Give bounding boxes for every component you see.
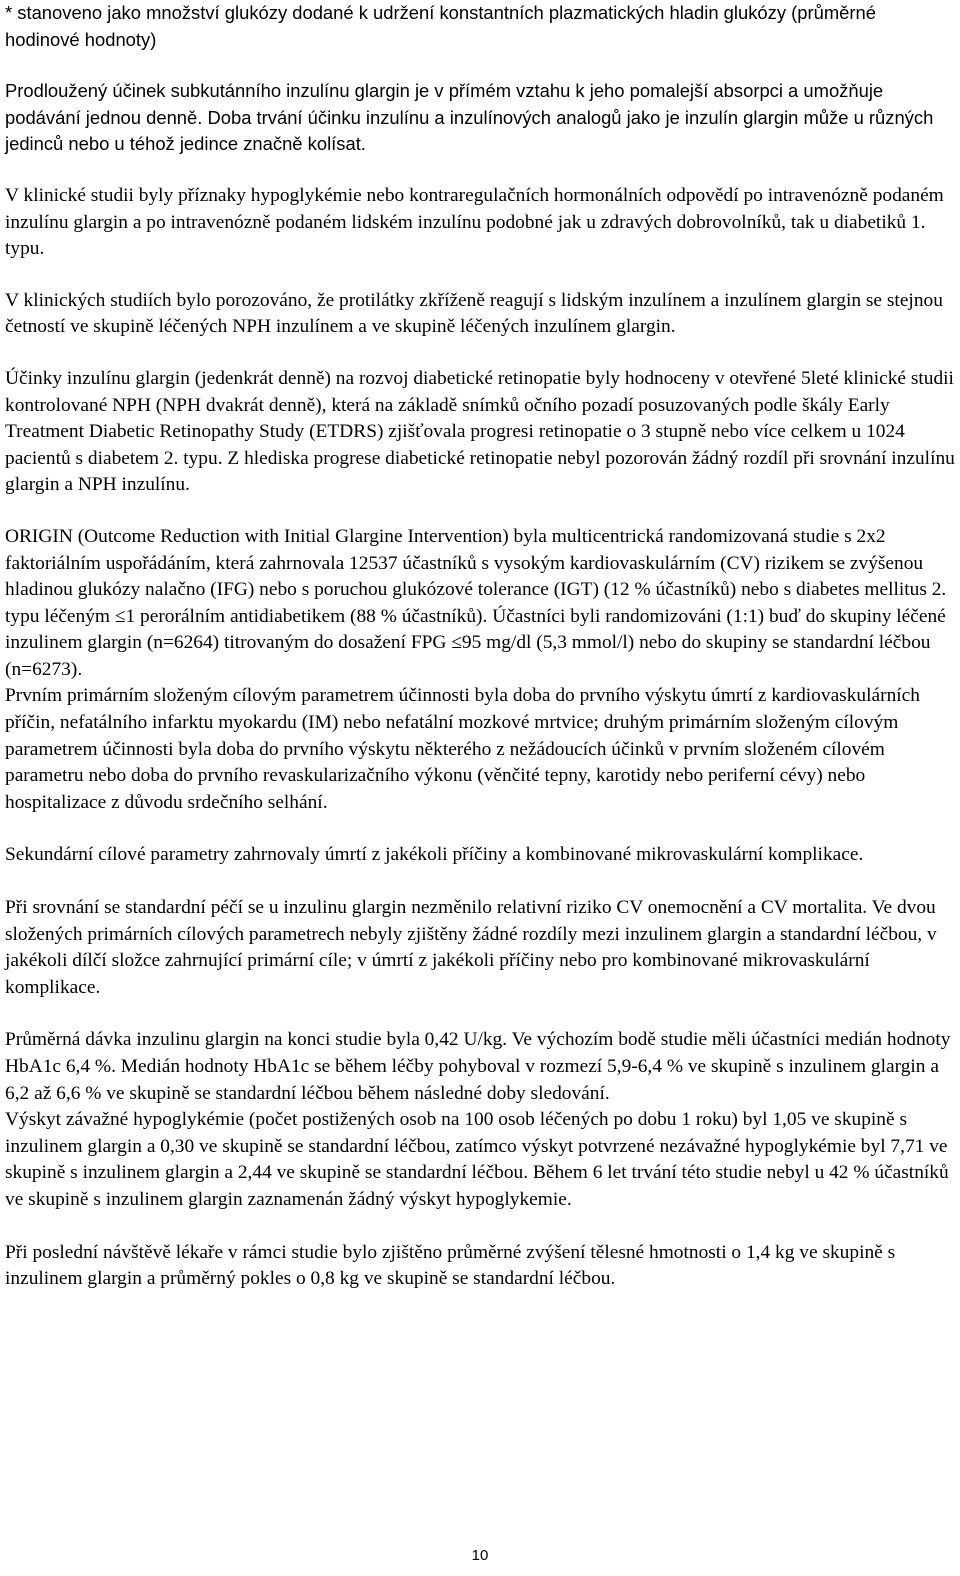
paragraph-origin-study: ORIGIN (Outcome Reduction with Initial Glargine Intervention) byla multicentrická randomizovaná studie s 2x2 faktoriálním uspořádáním, která zahrnovala 12537 účastníků s vysokým kardiovaskulárním (CV) rizikem se zvýšenou hladinou glukózy nalačno (IFG) nebo s poruchou glukózové tolerance (IGT) (12 % účastníků) nebo s diabetes mellitus 2. typu léčeným ≤1 perorálním antidiabetikem (88 % účastníků). Účastníci byli randomizováni (1:1) buď do skupiny léčené inzulinem glargin (n=6264) titrovaným do dosažení FPG ≤95 mg/dl (5,3 mmol/l) nebo do skupiny se standardní léčbou (n=6273).	[5, 525, 947, 680]
paragraph-body-weight: Při poslední návštěvě lékaře v rámci studie bylo zjištěno průměrné zvýšení tělesné hmotnosti o 1,4 kg ve skupině s inzulinem glargin a průměrný pokles o 0,8 kg ve skupině se standardní léčbou.	[5, 1241, 896, 1290]
paragraph-footnote-glucose: * stanoveno jako množství glukózy dodané k udržení konstantních plazmatických hladin glukózy (průměrné hodinové hodnoty)	[5, 2, 876, 50]
paragraph-secondary-endpoints: Sekundární cílové parametry zahrnovaly úmrtí z jakékoli příčiny a kombinované mikrovaskulární komplikace.	[5, 844, 864, 866]
document-page	[5, 0, 955, 1293]
paragraph-primary-endpoints: Prvním primárním složeným cílovým parametrem účinnosti byla doba do prvního výskytu úmrtí z kardiovaskulárních příčin, nefatálního infarktu myokardu (IM) nebo nefatální mozkové mrtvice; druhým primárním složeným cílovým parametrem účinnosti byla doba do prvního výskytu některého z nežádoucích účinků v prvním složeném cílovém parametru nebo doba do prvního revaskularizačního výkonu (věnčité tepny, karotidy nebo periferní cévy) nebo hospitalizace z důvodu srdečního selhání.	[5, 685, 920, 813]
paragraph-cv-comparison: Při srovnání se standardní péčí se u inzulinu glargin nezměnilo relativní riziko CV onemocnění a CV mortalita. Ve dvou složených primárních cílových parametrech nebyly zjištěny žádné rozdíly mezi inzulinem glargin a standardní léčbou, v jakékoli dílčí složce zahrnující primární cíle; v úmrtí z jakékoli příčiny nebo pro kombinované mikrovaskulární komplikace.	[5, 897, 937, 998]
paragraph-severe-hypoglycemia: Výskyt závažné hypoglykémie (počet postižených osob na 100 osob léčených po dobu 1 roku) byl 1,05 ve skupině s inzulinem glargin a 0,30 ve skupině se standardní léčbou, zatímco výskyt potvrzené nezávažné hypoglykémie byl 7,71 ve skupině s inzulinem glargin a 2,44 ve skupině se standardní léčbou. Během 6 let trvání této studie nebyl u 42 % účastníků ve skupině s inzulinem glargin zaznamenán žádný výskyt hypoglykemie.	[5, 1109, 949, 1210]
paragraph-retinopathy: Účinky inzulínu glargin (jedenkrát denně) na rozvoj diabetické retinopatie byly hodnoceny v otevřené 5leté klinické studii kontrolované NPH (NPH dvakrát denně), která na základě snímků očního pozadí posuzovaných podle škály Early Treatment Diabetic Retinopathy Study (ETDRS) zjišťovala progresi retinopatie o 3 stupně nebo více celkem u 1024 pacientů s diabetem 2. typu. Z hlediska progrese diabetické retinopatie nebyl pozorován žádný rozdíl při srovnání inzulínu glargin a NPH inzulínu.	[5, 367, 955, 496]
page-number: 10	[471, 1547, 489, 1564]
paragraph-mean-dose: Průměrná dávka inzulinu glargin na konci studie byla 0,42 U/kg. Ve výchozím bodě studie měli účastníci medián hodnoty HbA1c 6,4 %. Medián hodnoty HbA1c se během léčby pohyboval v rozmezí 5,9-6,4 % ve skupině s inzulinem glargin a 6,2 až 6,6 % ve skupině se standardní léčbou během následné doby sledování.	[5, 1029, 951, 1104]
paragraph-prolonged-effect: Prodloužený účinek subkutánního inzulínu glargin je v přímém vztahu k jeho pomalejší absorpci a umožňuje podávání jednou denně. Doba trvání účinku inzulínu a inzulínových analogů jako je inzulín glargin může u různých jedinců nebo u téhož jedince značně kolísat.	[5, 80, 934, 155]
paragraph-antibodies: V klinických studiích bylo porozováno, že protilátky zkříženě reagují s lidským inzulínem a inzulínem glargin se stejnou četností ve skupině léčených NPH inzulínem a ve skupině léčených inzulínem glargin.	[5, 289, 943, 338]
paragraph-hypoglycemia-study: V klinické studii byly příznaky hypoglykémie nebo kontraregulačních hormonálních odpovědí po intravenózně podaném inzulínu glargin a po intravenózně podaném lidském inzulínu podobné jak u zdravých dobrovolníků, tak u diabetiků 1. typu.	[5, 184, 944, 260]
